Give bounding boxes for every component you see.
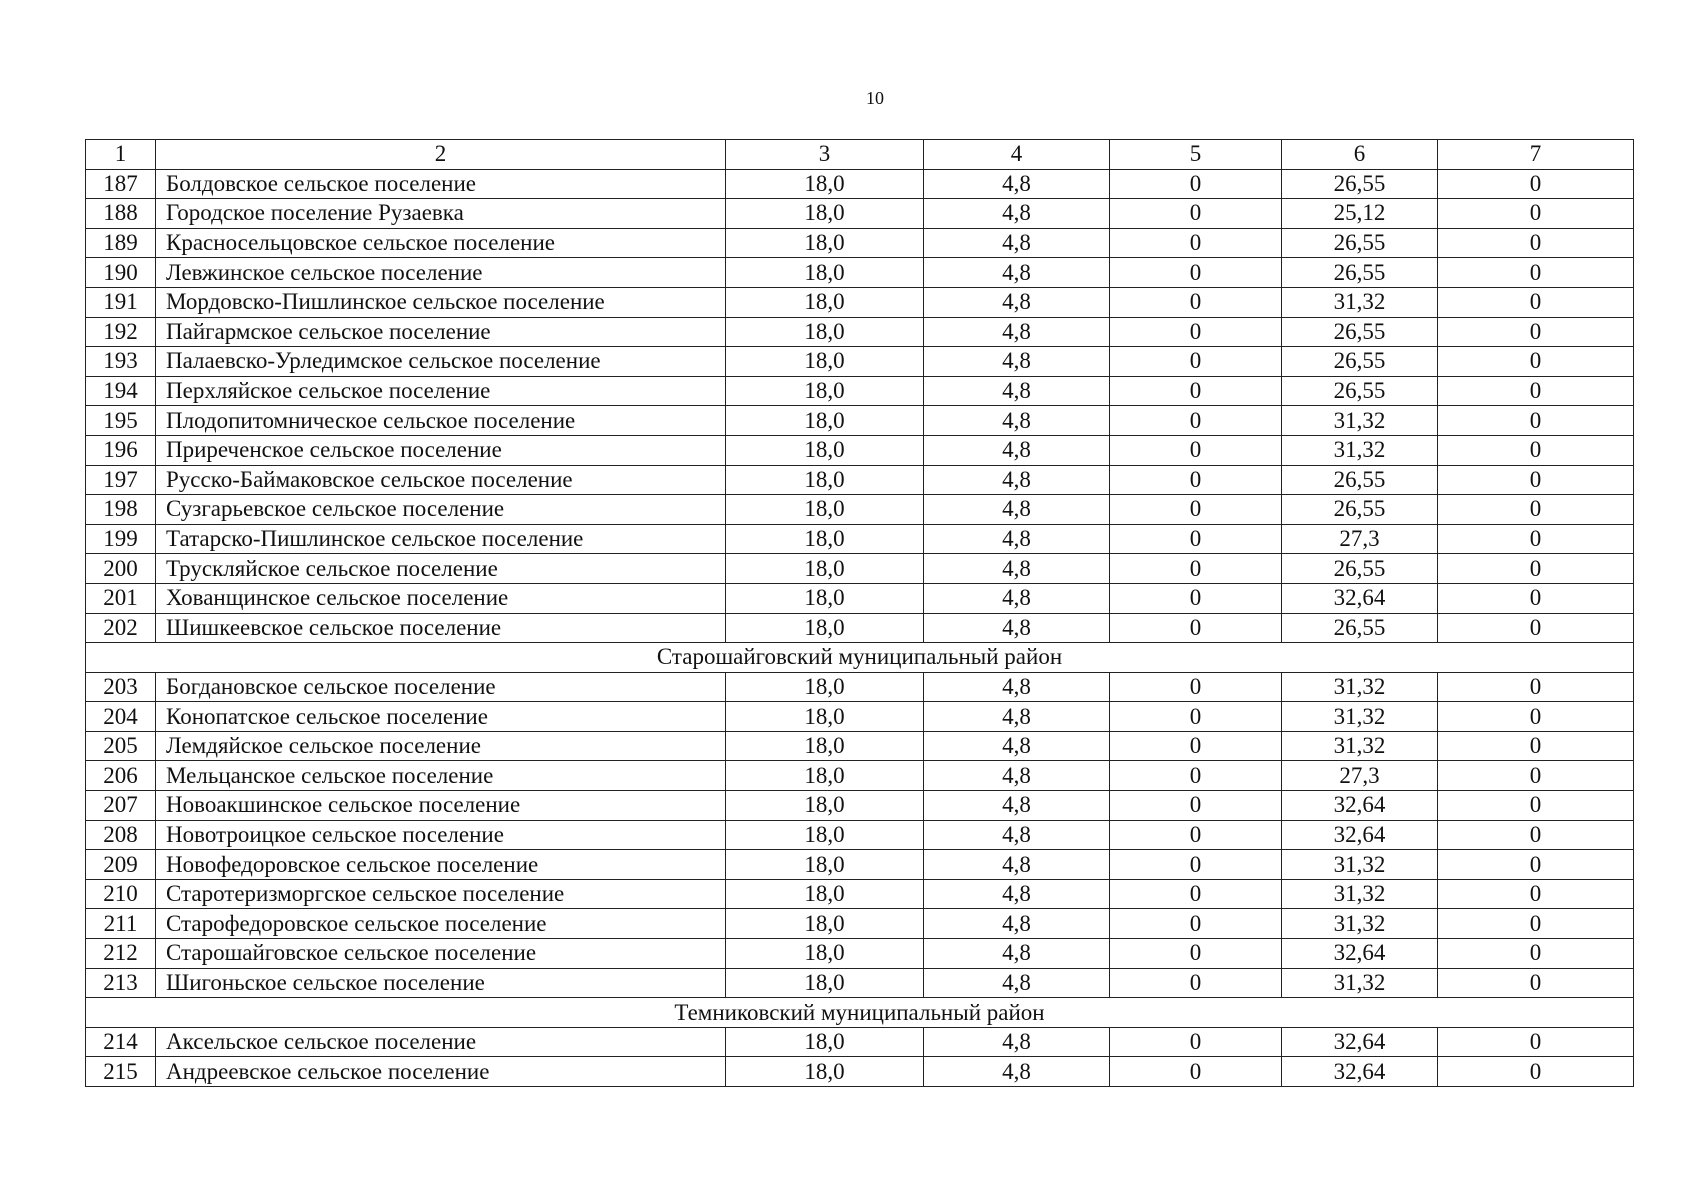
settlement-name: Андреевское сельское поселение xyxy=(156,1057,726,1087)
value-col3: 18,0 xyxy=(726,287,924,317)
settlement-name: Аксельское сельское поселение xyxy=(156,1027,726,1057)
value-col3: 18,0 xyxy=(726,613,924,643)
value-col7: 0 xyxy=(1438,850,1634,880)
header-cell: 5 xyxy=(1110,140,1282,170)
row-number: 207 xyxy=(86,791,156,821)
settlement-name: Русско-Баймаковское сельское поселение xyxy=(156,465,726,495)
settlement-name: Шигоньское сельское поселение xyxy=(156,968,726,998)
value-col5: 0 xyxy=(1110,968,1282,998)
value-col4: 4,8 xyxy=(924,791,1110,821)
table-row xyxy=(86,228,1634,258)
row-number: 214 xyxy=(86,1027,156,1057)
value-col7: 0 xyxy=(1438,761,1634,791)
value-col4: 4,8 xyxy=(924,761,1110,791)
table-row xyxy=(86,169,1634,199)
value-col4: 4,8 xyxy=(924,524,1110,554)
value-col7: 0 xyxy=(1438,465,1634,495)
value-col5: 0 xyxy=(1110,287,1282,317)
value-col6: 31,32 xyxy=(1282,879,1438,909)
settlement-name: Левжинское сельское поселение xyxy=(156,258,726,288)
header-cell: 6 xyxy=(1282,140,1438,170)
table-row xyxy=(86,347,1634,377)
table-row xyxy=(86,850,1634,880)
value-col7: 0 xyxy=(1438,1057,1634,1087)
row-number: 211 xyxy=(86,909,156,939)
settlements-table xyxy=(85,139,1634,1087)
value-col6: 31,32 xyxy=(1282,909,1438,939)
value-col4: 4,8 xyxy=(924,1027,1110,1057)
row-number: 206 xyxy=(86,761,156,791)
settlement-name: Конопатское сельское поселение xyxy=(156,702,726,732)
table-row xyxy=(86,495,1634,525)
value-col3: 18,0 xyxy=(726,1057,924,1087)
value-col5: 0 xyxy=(1110,258,1282,288)
value-col7: 0 xyxy=(1438,791,1634,821)
value-col3: 18,0 xyxy=(726,347,924,377)
value-col6: 32,64 xyxy=(1282,939,1438,969)
value-col4: 4,8 xyxy=(924,347,1110,377)
value-col4: 4,8 xyxy=(924,258,1110,288)
value-col5: 0 xyxy=(1110,613,1282,643)
row-number: 195 xyxy=(86,406,156,436)
table-row xyxy=(86,554,1634,584)
table-row xyxy=(86,731,1634,761)
row-number: 210 xyxy=(86,879,156,909)
table-row xyxy=(86,376,1634,406)
settlement-name: Красносельцовское сельское поселение xyxy=(156,228,726,258)
value-col6: 26,55 xyxy=(1282,258,1438,288)
value-col5: 0 xyxy=(1110,1057,1282,1087)
row-number: 215 xyxy=(86,1057,156,1087)
value-col5: 0 xyxy=(1110,228,1282,258)
row-number: 196 xyxy=(86,435,156,465)
value-col7: 0 xyxy=(1438,1027,1634,1057)
value-col7: 0 xyxy=(1438,495,1634,525)
value-col6: 26,55 xyxy=(1282,465,1438,495)
value-col5: 0 xyxy=(1110,791,1282,821)
value-col5: 0 xyxy=(1110,435,1282,465)
row-number: 213 xyxy=(86,968,156,998)
value-col6: 31,32 xyxy=(1282,968,1438,998)
value-col4: 4,8 xyxy=(924,376,1110,406)
table-row xyxy=(86,583,1634,613)
value-col4: 4,8 xyxy=(924,583,1110,613)
settlement-name: Мельцанское сельское поселение xyxy=(156,761,726,791)
value-col4: 4,8 xyxy=(924,465,1110,495)
value-col5: 0 xyxy=(1110,524,1282,554)
value-col3: 18,0 xyxy=(726,939,924,969)
settlement-name: Мордовско-Пишлинское сельское поселение xyxy=(156,287,726,317)
value-col6: 31,32 xyxy=(1282,702,1438,732)
district-row xyxy=(86,998,1634,1028)
value-col6: 32,64 xyxy=(1282,1027,1438,1057)
table-row xyxy=(86,672,1634,702)
table-row xyxy=(86,820,1634,850)
settlement-name: Палаевско-Урледимское сельское поселение xyxy=(156,347,726,377)
table-row xyxy=(86,406,1634,436)
value-col7: 0 xyxy=(1438,820,1634,850)
row-number: 208 xyxy=(86,820,156,850)
value-col4: 4,8 xyxy=(924,879,1110,909)
settlement-name: Старошайговское сельское поселение xyxy=(156,939,726,969)
settlement-name: Богдановское сельское поселение xyxy=(156,672,726,702)
value-col4: 4,8 xyxy=(924,1057,1110,1087)
row-number: 189 xyxy=(86,228,156,258)
row-number: 198 xyxy=(86,495,156,525)
row-number: 205 xyxy=(86,731,156,761)
value-col3: 18,0 xyxy=(726,672,924,702)
settlement-name: Болдовское сельское поселение xyxy=(156,169,726,199)
table-row xyxy=(86,968,1634,998)
value-col5: 0 xyxy=(1110,820,1282,850)
table-row xyxy=(86,435,1634,465)
value-col4: 4,8 xyxy=(924,495,1110,525)
header-cell: 1 xyxy=(86,140,156,170)
value-col7: 0 xyxy=(1438,524,1634,554)
row-number: 209 xyxy=(86,850,156,880)
value-col3: 18,0 xyxy=(726,317,924,347)
value-col6: 31,32 xyxy=(1282,850,1438,880)
district-title: Старошайговский муниципальный район xyxy=(86,643,1634,673)
settlement-name: Татарско-Пишлинское сельское поселение xyxy=(156,524,726,554)
value-col6: 27,3 xyxy=(1282,524,1438,554)
table-row xyxy=(86,879,1634,909)
table-row xyxy=(86,1027,1634,1057)
value-col5: 0 xyxy=(1110,761,1282,791)
table-row xyxy=(86,199,1634,229)
value-col3: 18,0 xyxy=(726,879,924,909)
value-col6: 27,3 xyxy=(1282,761,1438,791)
value-col7: 0 xyxy=(1438,731,1634,761)
value-col3: 18,0 xyxy=(726,791,924,821)
value-col3: 18,0 xyxy=(726,583,924,613)
table-row xyxy=(86,287,1634,317)
value-col5: 0 xyxy=(1110,731,1282,761)
value-col4: 4,8 xyxy=(924,672,1110,702)
value-col3: 18,0 xyxy=(726,435,924,465)
value-col6: 26,55 xyxy=(1282,169,1438,199)
value-col6: 26,55 xyxy=(1282,228,1438,258)
row-number: 193 xyxy=(86,347,156,377)
page-number: 10 xyxy=(866,88,884,108)
value-col6: 26,55 xyxy=(1282,376,1438,406)
value-col5: 0 xyxy=(1110,850,1282,880)
row-number: 190 xyxy=(86,258,156,288)
header-cell: 2 xyxy=(156,140,726,170)
value-col5: 0 xyxy=(1110,1027,1282,1057)
value-col4: 4,8 xyxy=(924,939,1110,969)
value-col3: 18,0 xyxy=(726,731,924,761)
value-col4: 4,8 xyxy=(924,820,1110,850)
value-col5: 0 xyxy=(1110,554,1282,584)
value-col4: 4,8 xyxy=(924,909,1110,939)
settlement-name: Лемдяйское сельское поселение xyxy=(156,731,726,761)
value-col7: 0 xyxy=(1438,672,1634,702)
row-number: 212 xyxy=(86,939,156,969)
settlement-name: Трускляйское сельское поселение xyxy=(156,554,726,584)
table-row xyxy=(86,613,1634,643)
value-col7: 0 xyxy=(1438,909,1634,939)
value-col4: 4,8 xyxy=(924,702,1110,732)
value-col3: 18,0 xyxy=(726,495,924,525)
value-col3: 18,0 xyxy=(726,406,924,436)
value-col7: 0 xyxy=(1438,406,1634,436)
value-col6: 26,55 xyxy=(1282,317,1438,347)
settlement-name: Новотроицкое сельское поселение xyxy=(156,820,726,850)
value-col5: 0 xyxy=(1110,495,1282,525)
value-col3: 18,0 xyxy=(726,850,924,880)
table-row xyxy=(86,909,1634,939)
value-col5: 0 xyxy=(1110,169,1282,199)
value-col5: 0 xyxy=(1110,939,1282,969)
row-number: 203 xyxy=(86,672,156,702)
value-col4: 4,8 xyxy=(924,850,1110,880)
row-number: 201 xyxy=(86,583,156,613)
value-col4: 4,8 xyxy=(924,228,1110,258)
value-col5: 0 xyxy=(1110,702,1282,732)
settlement-name: Новоакшинское сельское поселение xyxy=(156,791,726,821)
value-col7: 0 xyxy=(1438,613,1634,643)
row-number: 204 xyxy=(86,702,156,732)
district-row xyxy=(86,643,1634,673)
value-col6: 31,32 xyxy=(1282,731,1438,761)
value-col3: 18,0 xyxy=(726,761,924,791)
value-col7: 0 xyxy=(1438,702,1634,732)
value-col4: 4,8 xyxy=(924,317,1110,347)
value-col3: 18,0 xyxy=(726,199,924,229)
value-col5: 0 xyxy=(1110,199,1282,229)
table-row xyxy=(86,702,1634,732)
value-col6: 26,55 xyxy=(1282,554,1438,584)
value-col4: 4,8 xyxy=(924,199,1110,229)
district-title: Темниковский муниципальный район xyxy=(86,998,1634,1028)
value-col7: 0 xyxy=(1438,968,1634,998)
settlement-name: Хованщинское сельское поселение xyxy=(156,583,726,613)
table-header-row xyxy=(86,140,1634,170)
value-col7: 0 xyxy=(1438,347,1634,377)
value-col7: 0 xyxy=(1438,554,1634,584)
value-col7: 0 xyxy=(1438,583,1634,613)
value-col4: 4,8 xyxy=(924,968,1110,998)
table-row xyxy=(86,524,1634,554)
value-col4: 4,8 xyxy=(924,287,1110,317)
value-col7: 0 xyxy=(1438,939,1634,969)
value-col7: 0 xyxy=(1438,169,1634,199)
settlement-name: Новофедоровское сельское поселение xyxy=(156,850,726,880)
value-col3: 18,0 xyxy=(726,465,924,495)
value-col6: 26,55 xyxy=(1282,613,1438,643)
value-col7: 0 xyxy=(1438,287,1634,317)
settlement-name: Плодопитомническое сельское поселение xyxy=(156,406,726,436)
value-col6: 32,64 xyxy=(1282,791,1438,821)
value-col4: 4,8 xyxy=(924,554,1110,584)
row-number: 192 xyxy=(86,317,156,347)
row-number: 199 xyxy=(86,524,156,554)
table-body xyxy=(86,169,1634,1086)
settlement-name: Пайгармское сельское поселение xyxy=(156,317,726,347)
value-col4: 4,8 xyxy=(924,613,1110,643)
value-col3: 18,0 xyxy=(726,1027,924,1057)
settlement-name: Городское поселение Рузаевка xyxy=(156,199,726,229)
value-col6: 31,32 xyxy=(1282,435,1438,465)
value-col3: 18,0 xyxy=(726,228,924,258)
value-col3: 18,0 xyxy=(726,820,924,850)
value-col7: 0 xyxy=(1438,258,1634,288)
value-col6: 25,12 xyxy=(1282,199,1438,229)
value-col4: 4,8 xyxy=(924,169,1110,199)
value-col3: 18,0 xyxy=(726,909,924,939)
row-number: 200 xyxy=(86,554,156,584)
row-number: 202 xyxy=(86,613,156,643)
value-col5: 0 xyxy=(1110,376,1282,406)
table-row xyxy=(86,761,1634,791)
table-row xyxy=(86,317,1634,347)
value-col3: 18,0 xyxy=(726,702,924,732)
value-col3: 18,0 xyxy=(726,968,924,998)
value-col3: 18,0 xyxy=(726,524,924,554)
header-cell: 7 xyxy=(1438,140,1634,170)
value-col6: 31,32 xyxy=(1282,287,1438,317)
table-row xyxy=(86,939,1634,969)
value-col5: 0 xyxy=(1110,879,1282,909)
row-number: 197 xyxy=(86,465,156,495)
value-col7: 0 xyxy=(1438,879,1634,909)
row-number: 187 xyxy=(86,169,156,199)
table-row xyxy=(86,791,1634,821)
value-col6: 32,64 xyxy=(1282,820,1438,850)
settlement-name: Шишкеевское сельское поселение xyxy=(156,613,726,643)
header-cell: 4 xyxy=(924,140,1110,170)
value-col5: 0 xyxy=(1110,347,1282,377)
value-col3: 18,0 xyxy=(726,376,924,406)
value-col6: 31,32 xyxy=(1282,406,1438,436)
value-col6: 26,55 xyxy=(1282,495,1438,525)
table-row xyxy=(86,1057,1634,1087)
value-col5: 0 xyxy=(1110,672,1282,702)
table-row xyxy=(86,258,1634,288)
value-col5: 0 xyxy=(1110,583,1282,613)
value-col6: 32,64 xyxy=(1282,583,1438,613)
value-col6: 32,64 xyxy=(1282,1057,1438,1087)
settlement-name: Сузгарьевское сельское поселение xyxy=(156,495,726,525)
value-col7: 0 xyxy=(1438,228,1634,258)
settlement-name: Приреченское сельское поселение xyxy=(156,435,726,465)
value-col4: 4,8 xyxy=(924,731,1110,761)
value-col3: 18,0 xyxy=(726,554,924,584)
value-col5: 0 xyxy=(1110,909,1282,939)
value-col7: 0 xyxy=(1438,435,1634,465)
value-col5: 0 xyxy=(1110,406,1282,436)
row-number: 194 xyxy=(86,376,156,406)
row-number: 191 xyxy=(86,287,156,317)
table-row xyxy=(86,465,1634,495)
value-col5: 0 xyxy=(1110,465,1282,495)
settlement-name: Старофедоровское сельское поселение xyxy=(156,909,726,939)
row-number: 188 xyxy=(86,199,156,229)
settlement-name: Старотеризморгское сельское поселение xyxy=(156,879,726,909)
value-col4: 4,8 xyxy=(924,435,1110,465)
value-col6: 31,32 xyxy=(1282,672,1438,702)
value-col3: 18,0 xyxy=(726,258,924,288)
value-col4: 4,8 xyxy=(924,406,1110,436)
header-cell: 3 xyxy=(726,140,924,170)
value-col7: 0 xyxy=(1438,376,1634,406)
value-col3: 18,0 xyxy=(726,169,924,199)
value-col7: 0 xyxy=(1438,317,1634,347)
settlement-name: Перхляйское сельское поселение xyxy=(156,376,726,406)
value-col6: 26,55 xyxy=(1282,347,1438,377)
value-col5: 0 xyxy=(1110,317,1282,347)
value-col7: 0 xyxy=(1438,199,1634,229)
